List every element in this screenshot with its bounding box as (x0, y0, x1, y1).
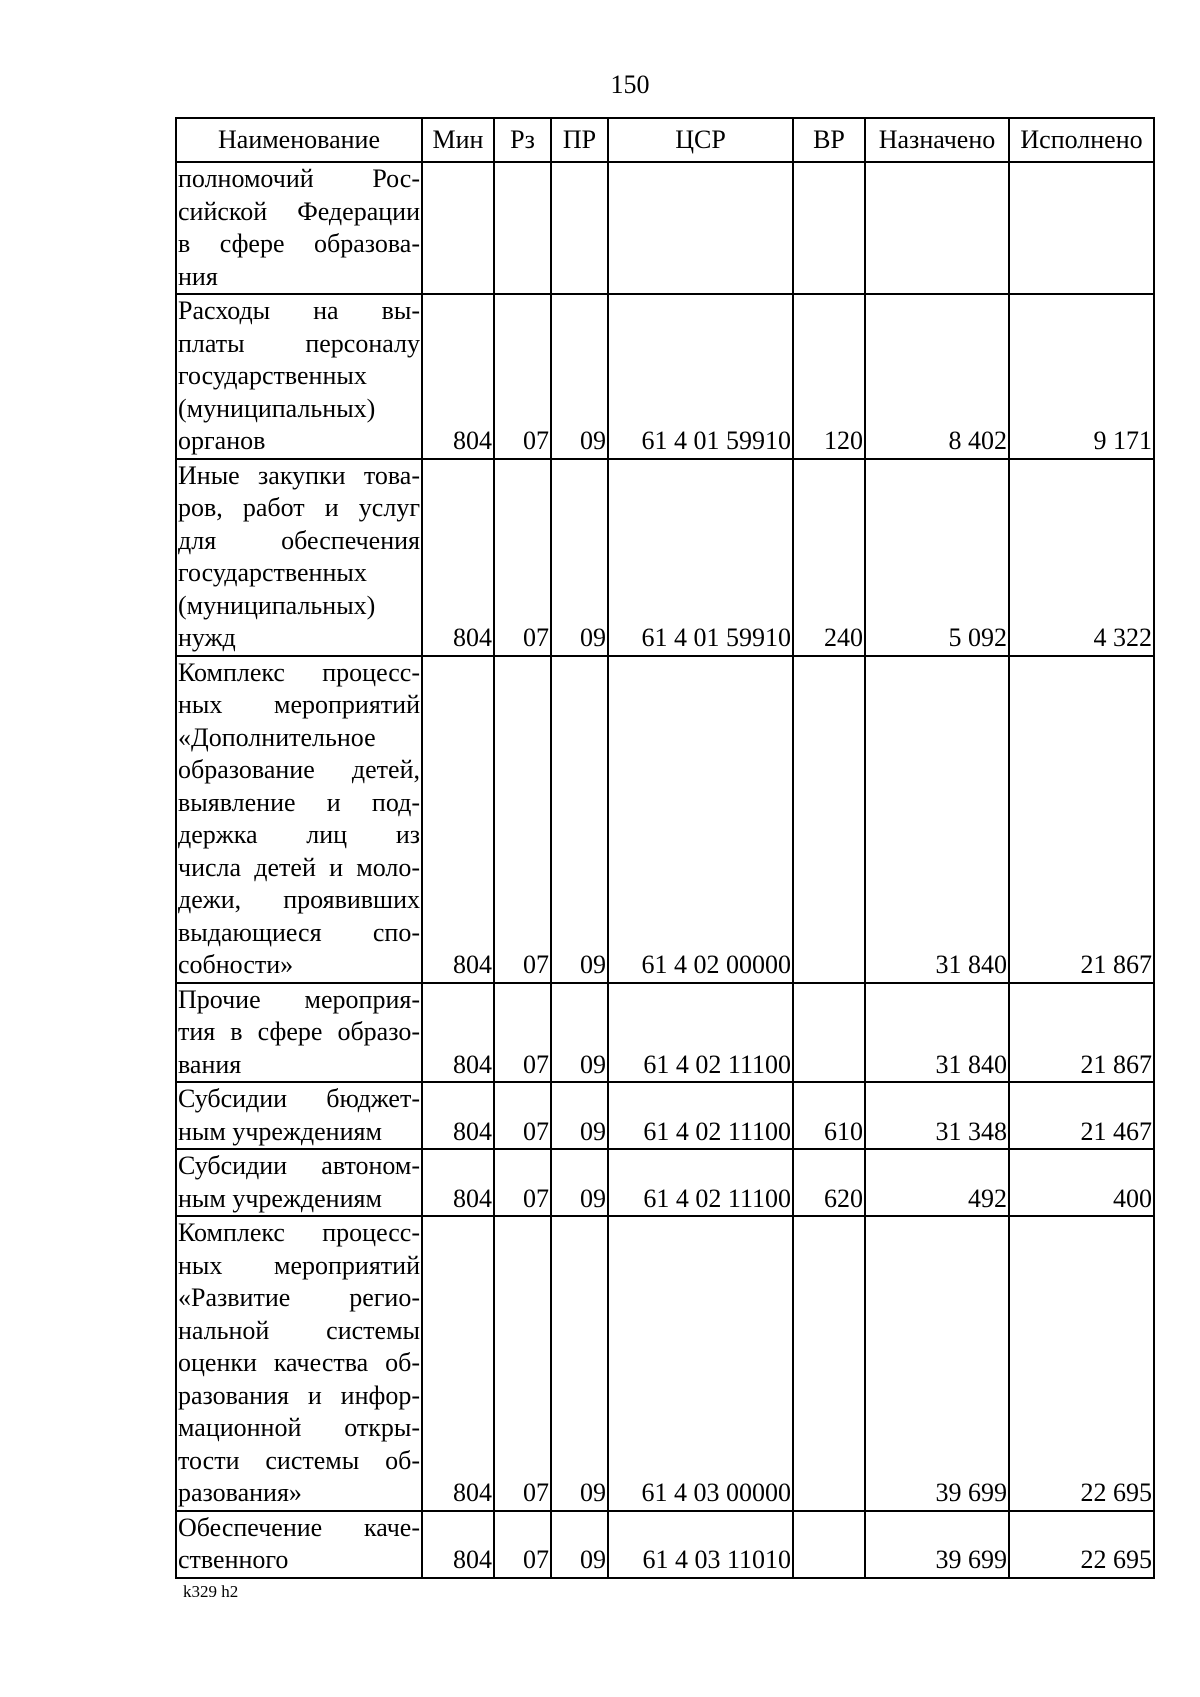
cell-rz: 07 (494, 983, 551, 1083)
table-body (176, 162, 1154, 1578)
cell-rz: 07 (494, 459, 551, 656)
cell-vr (793, 162, 865, 294)
name-line: тия в сфере образо- (178, 1017, 420, 1046)
cell-pr (551, 162, 608, 294)
name-line: (муниципальных) (178, 393, 376, 423)
cell-name (176, 1511, 422, 1578)
cell-name (176, 1216, 422, 1511)
header-executed: Исполнено (1009, 118, 1154, 162)
cell-csr: 61 4 02 11100 (608, 983, 793, 1083)
cell-executed: 21 867 (1009, 983, 1154, 1083)
header-pr: ПР (551, 118, 608, 162)
budget-table (175, 117, 1155, 1579)
name-line: сийской Федерации (178, 196, 420, 226)
table-row (176, 983, 1154, 1083)
cell-min: 804 (422, 983, 494, 1083)
header-vr: ВР (793, 118, 865, 162)
name-line: «Развитие регио- (178, 1283, 420, 1312)
table-row (176, 459, 1154, 656)
cell-vr (793, 1511, 865, 1578)
cell-rz: 07 (494, 1511, 551, 1578)
cell-rz: 07 (494, 1149, 551, 1216)
cell-vr: 620 (793, 1149, 865, 1216)
cell-min: 804 (422, 1082, 494, 1149)
cell-rz: 07 (494, 294, 551, 459)
cell-executed: 9 171 (1009, 294, 1154, 459)
cell-name (176, 656, 422, 983)
page-number: 150 (610, 70, 650, 99)
header-rz: Рз (494, 118, 551, 162)
cell-csr: 61 4 01 59910 (608, 294, 793, 459)
cell-executed: 22 695 (1009, 1216, 1154, 1511)
cell-name (176, 294, 422, 459)
cell-vr: 240 (793, 459, 865, 656)
name-line: в сфере образова- (178, 229, 420, 258)
cell-pr: 09 (551, 983, 608, 1083)
name-line: мационной откры- (178, 1413, 420, 1442)
name-line: органов (178, 426, 266, 455)
cell-assigned: 31 840 (865, 656, 1009, 983)
header-csr: ЦСР (608, 118, 793, 162)
name-line: Комплекс процесс- (178, 1218, 420, 1247)
cell-assigned: 31 348 (865, 1082, 1009, 1149)
name-line: ния (178, 261, 218, 291)
table-row (176, 1082, 1154, 1149)
cell-pr: 09 (551, 1149, 608, 1216)
cell-csr: 61 4 02 11100 (608, 1149, 793, 1216)
cell-executed: 400 (1009, 1149, 1154, 1216)
cell-pr: 09 (551, 1511, 608, 1578)
name-line: дежи, проявивших (178, 885, 420, 914)
name-line: ров, работ и услуг (178, 493, 420, 522)
cell-csr: 61 4 02 00000 (608, 656, 793, 983)
cell-executed: 4 322 (1009, 459, 1154, 656)
name-line: Субсидии бюджет- (178, 1084, 420, 1113)
cell-assigned: 31 840 (865, 983, 1009, 1083)
name-line: нужд (178, 623, 236, 652)
name-line: ственного (178, 1545, 289, 1574)
cell-name (176, 1082, 422, 1149)
cell-name (176, 1149, 422, 1216)
cell-rz: 07 (494, 1216, 551, 1511)
name-line: Комплекс процесс- (178, 657, 420, 687)
name-line: Прочие мероприя- (178, 984, 420, 1014)
cell-csr: 61 4 01 59910 (608, 459, 793, 656)
cell-rz (494, 162, 551, 294)
cell-name (176, 983, 422, 1083)
cell-csr (608, 162, 793, 294)
table-row (176, 656, 1154, 983)
name-line: числа детей и моло- (178, 852, 420, 882)
cell-min: 804 (422, 656, 494, 983)
cell-assigned (865, 162, 1009, 294)
name-line: (муниципальных) (178, 590, 376, 620)
cell-rz: 07 (494, 1082, 551, 1149)
cell-min: 804 (422, 1149, 494, 1216)
name-line: Обеспечение каче- (178, 1512, 420, 1542)
cell-min: 804 (422, 459, 494, 656)
cell-pr: 09 (551, 459, 608, 656)
name-line: ных мероприятий (178, 690, 420, 719)
table-header-row (176, 118, 1154, 162)
cell-assigned: 8 402 (865, 294, 1009, 459)
cell-assigned: 39 699 (865, 1216, 1009, 1511)
name-line: для обеспечения (178, 525, 420, 555)
table-row (176, 1149, 1154, 1216)
cell-name (176, 162, 422, 294)
name-line: Иные закупки това- (178, 460, 420, 490)
name-line: выдающиеся спо- (178, 917, 420, 947)
name-line: вания (178, 1049, 242, 1079)
cell-assigned: 39 699 (865, 1511, 1009, 1578)
cell-executed (1009, 162, 1154, 294)
name-line: Субсидии автоном- (178, 1151, 420, 1180)
name-line: нальной системы (178, 1315, 420, 1345)
name-line: государственных (178, 558, 367, 587)
name-line: разования и инфор- (178, 1380, 420, 1410)
name-line: оценки качества об- (178, 1348, 420, 1377)
cell-vr (793, 1216, 865, 1511)
name-line: разования» (178, 1478, 302, 1507)
table-row (176, 294, 1154, 459)
cell-assigned: 492 (865, 1149, 1009, 1216)
cell-pr: 09 (551, 656, 608, 983)
name-line: «Дополнительное (178, 722, 376, 752)
name-line: ных мероприятий (178, 1250, 420, 1280)
header-min: Мин (422, 118, 494, 162)
name-line: Расходы на вы- (178, 296, 420, 325)
cell-rz: 07 (494, 656, 551, 983)
cell-csr: 61 4 03 11010 (608, 1511, 793, 1578)
cell-vr (793, 983, 865, 1083)
name-line: платы персоналу (178, 328, 420, 358)
cell-min: 804 (422, 1511, 494, 1578)
cell-min: 804 (422, 294, 494, 459)
name-line: тости системы об- (178, 1445, 420, 1475)
cell-pr: 09 (551, 294, 608, 459)
name-line: ным учреждениям (178, 1116, 382, 1146)
header-name: Наименование (176, 118, 422, 162)
name-line: полномочий Рос- (178, 164, 420, 193)
cell-csr: 61 4 02 11100 (608, 1082, 793, 1149)
cell-vr: 120 (793, 294, 865, 459)
cell-vr: 610 (793, 1082, 865, 1149)
footer-code: k329 h2 (183, 1582, 239, 1601)
table-row (176, 1216, 1154, 1511)
name-line: выявление и под- (178, 787, 420, 817)
cell-executed: 21 467 (1009, 1082, 1154, 1149)
cell-min (422, 162, 494, 294)
cell-csr: 61 4 03 00000 (608, 1216, 793, 1511)
table-row (176, 1511, 1154, 1578)
cell-name (176, 459, 422, 656)
cell-executed: 22 695 (1009, 1511, 1154, 1578)
cell-assigned: 5 092 (865, 459, 1009, 656)
header-assigned: Назначено (865, 118, 1009, 162)
name-line: образование детей, (178, 755, 420, 784)
cell-pr: 09 (551, 1082, 608, 1149)
cell-executed: 21 867 (1009, 656, 1154, 983)
name-line: держка лиц из (178, 820, 420, 849)
name-line: ным учреждениям (178, 1183, 382, 1213)
cell-min: 804 (422, 1216, 494, 1511)
table-row (176, 162, 1154, 294)
name-line: собности» (178, 950, 294, 979)
cell-pr: 09 (551, 1216, 608, 1511)
name-line: государственных (178, 361, 367, 390)
cell-vr (793, 656, 865, 983)
